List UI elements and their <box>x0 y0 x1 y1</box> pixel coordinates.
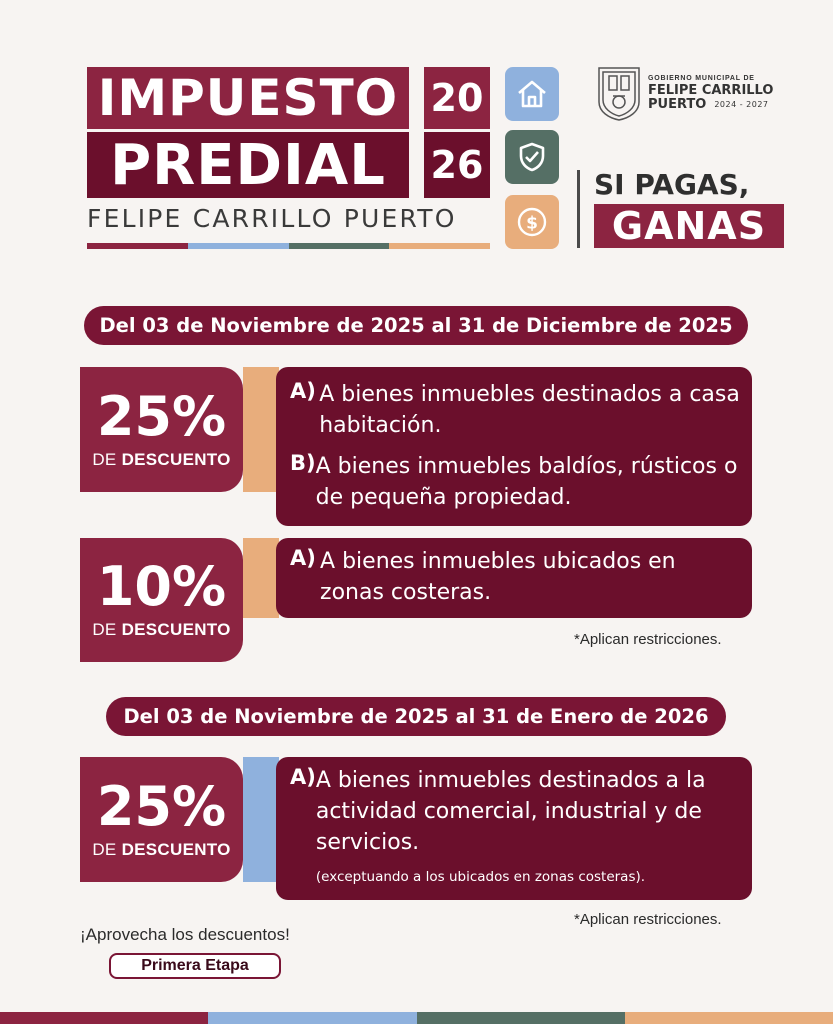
restriction-note: *Aplican restricciones. <box>574 631 722 648</box>
year-bottom: 26 <box>424 132 490 198</box>
slogan-line-1: SI PAGAS, <box>594 168 750 201</box>
period-2-dates: Del 03 de Noviembre de 2025 al 31 de Enero de 2026 <box>106 697 726 736</box>
accent-bar <box>243 538 279 618</box>
item-text: A bienes inmuebles baldíos, rústicos o de pequeña propiedad. <box>315 454 738 510</box>
title-predial: PREDIAL <box>87 132 409 198</box>
offer-box <box>276 757 752 900</box>
shield-check-icon <box>505 130 559 184</box>
gov-line-3 <box>648 98 773 111</box>
list-item <box>290 546 742 608</box>
bottom-color-stripe <box>0 1012 833 1024</box>
item-letter: A) <box>290 765 316 789</box>
cta-text: ¡Aprovecha los descuentos! <box>80 925 290 944</box>
divider <box>577 170 580 248</box>
stage-badge: Primera Etapa <box>109 953 281 979</box>
list-item <box>290 451 742 513</box>
slogan-line-2: GANAS <box>594 204 784 248</box>
gov-years: 2024 - 2027 <box>714 99 769 109</box>
offer-box <box>276 538 752 618</box>
offer-box <box>276 367 752 526</box>
title-impuesto: IMPUESTO <box>87 67 409 129</box>
item-main-text: A bienes inmuebles destinados a la actividad comercial, industrial y de servicios. <box>315 768 706 855</box>
discount-tag-25 <box>80 757 243 882</box>
discount-tag-25 <box>80 367 243 492</box>
svg-text:$: $ <box>526 213 538 234</box>
restriction-note: *Aplican restricciones. <box>574 911 722 928</box>
home-icon <box>505 67 559 121</box>
item-text: A bienes inmuebles destinados a casa habitación. <box>319 382 740 438</box>
item-letter: A) <box>290 546 316 570</box>
discount-label: DE DESCUENTO <box>92 449 231 469</box>
discount-tag-10 <box>80 538 243 662</box>
city-name: FELIPE CARRILLO PUERTO <box>87 204 457 233</box>
discount-percent: 25% <box>96 384 227 448</box>
dollar-coin-icon <box>505 195 559 249</box>
item-note: (exceptuando a los ubicados en zonas costeras). <box>315 869 646 885</box>
gov-line-2: FELIPE CARRILLO <box>648 83 774 98</box>
accent-bar <box>243 367 279 492</box>
item-letter: A) <box>290 379 316 403</box>
year-top: 20 <box>424 67 490 129</box>
discount-label: DE DESCUENTO <box>92 620 231 639</box>
municipal-seal-icon <box>597 66 641 122</box>
discount-label: DE DESCUENTO <box>92 839 231 859</box>
government-logo-text <box>648 75 773 111</box>
gov-line-3-text: PUERTO <box>648 97 707 112</box>
item-text <box>316 765 742 893</box>
item-text: A bienes inmuebles ubicados en zonas costeras. <box>320 549 676 605</box>
gov-line-1: GOBIERNO MUNICIPAL DE <box>648 75 755 82</box>
color-stripe <box>87 243 490 249</box>
discount-percent: 10% <box>96 555 227 618</box>
period-1-dates: Del 03 de Noviembre de 2025 al 31 de Diciembre de 2025 <box>84 306 748 345</box>
item-letter: B) <box>290 451 316 475</box>
list-item <box>290 765 742 893</box>
list-item <box>290 379 742 441</box>
accent-bar <box>243 757 279 882</box>
discount-percent: 25% <box>96 774 227 838</box>
